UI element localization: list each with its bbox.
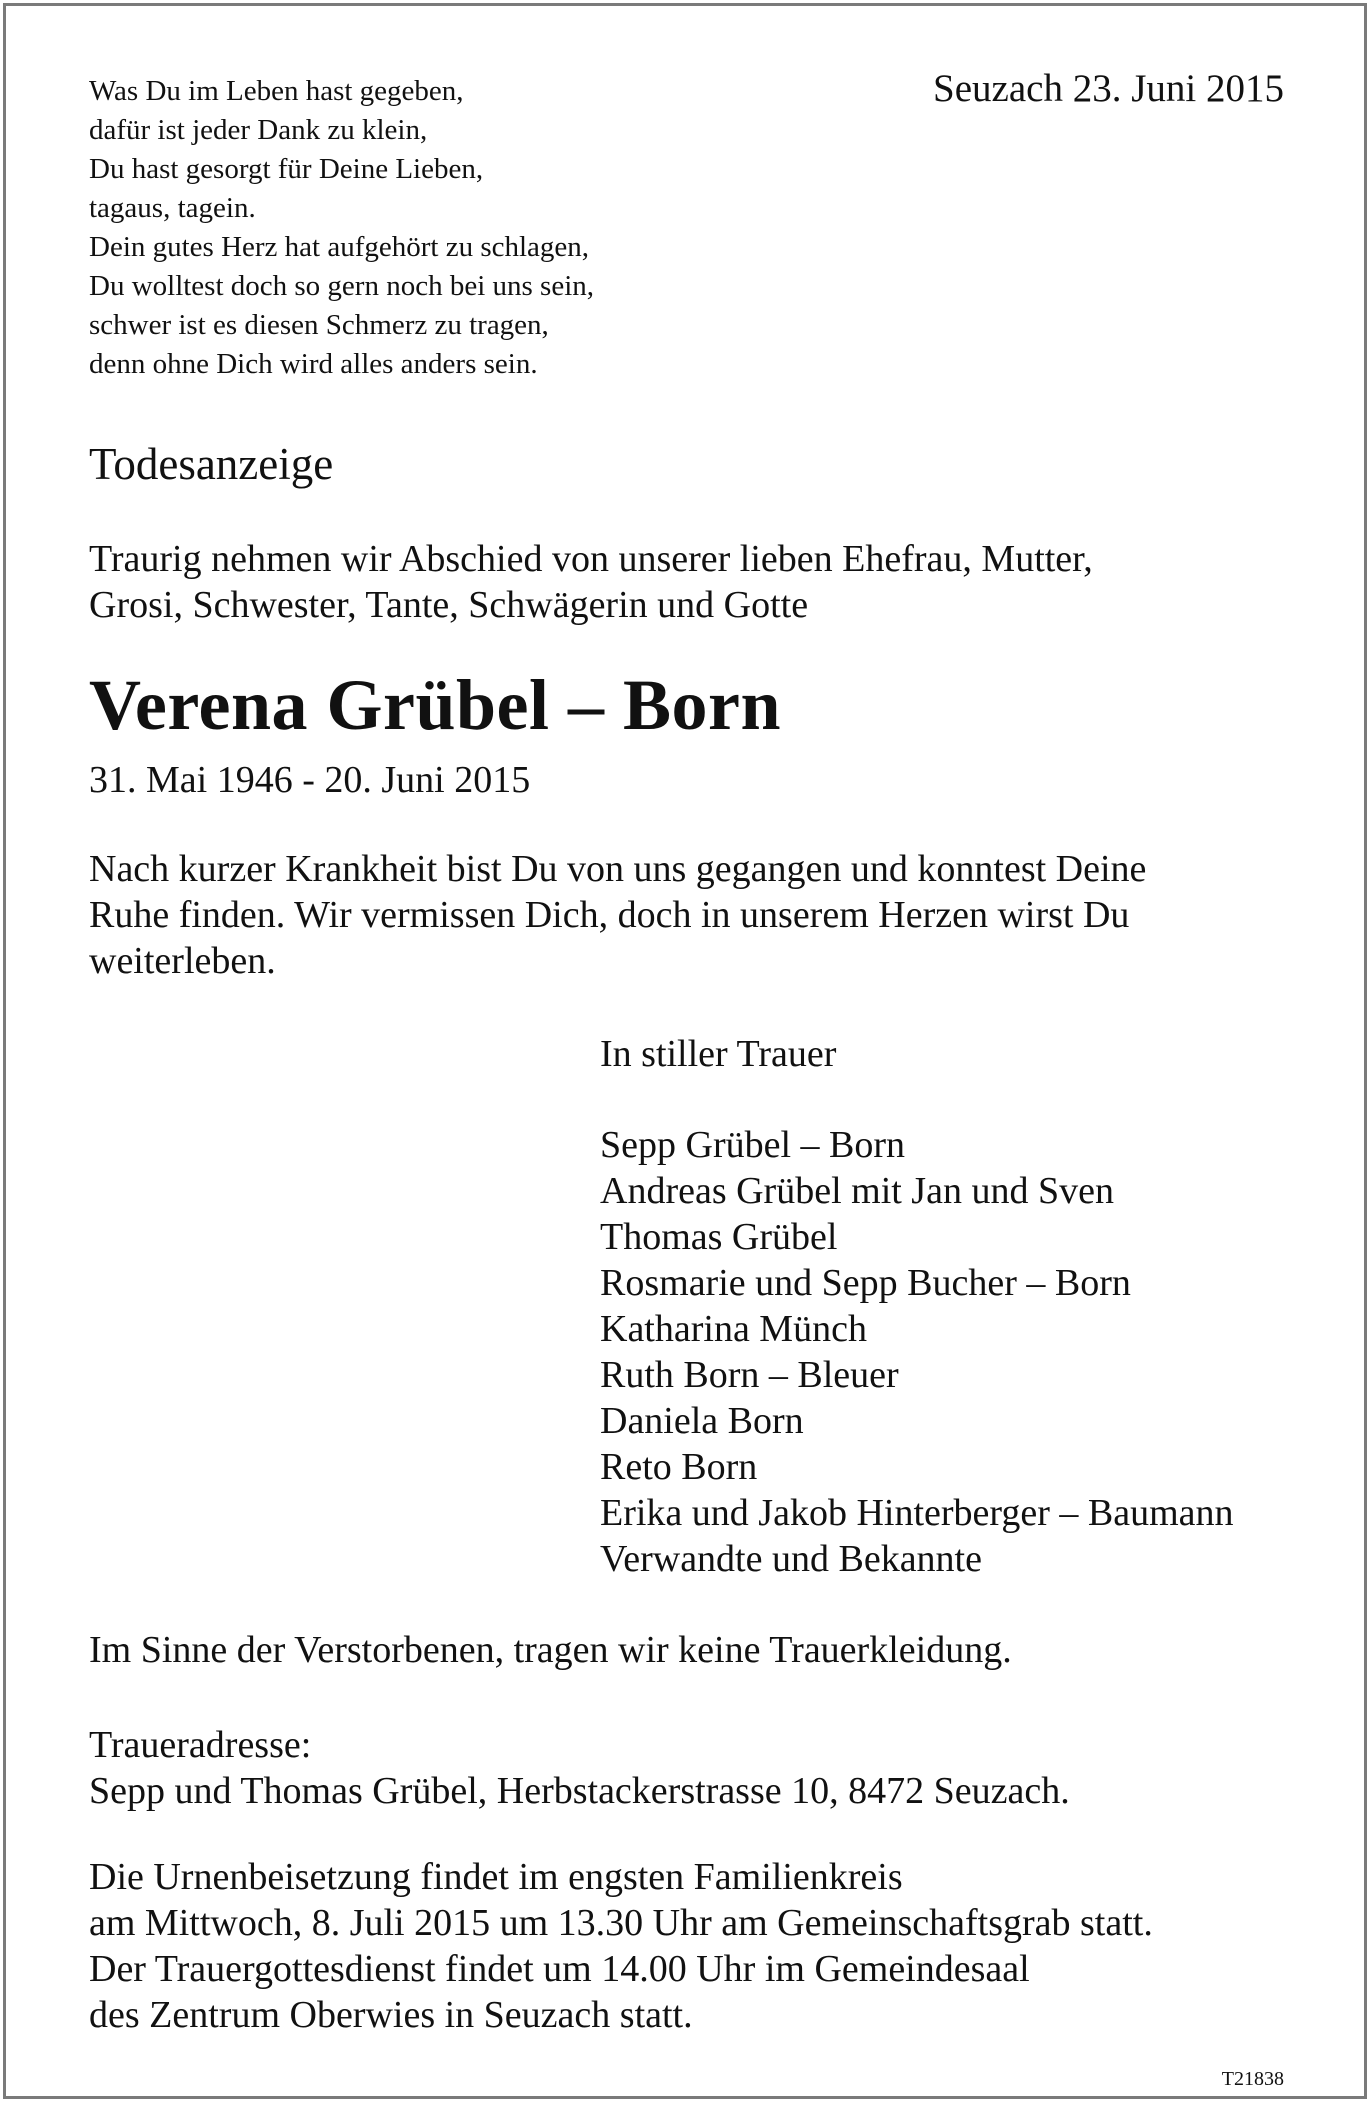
poem-line: Du wolltest doch so gern noch bei uns sein, — [89, 270, 595, 302]
poem-line: Du hast gesorgt für Deine Lieben, — [89, 153, 484, 185]
mourner-name: Verwandte und Bekannte — [600, 1538, 982, 1580]
poem-line: dafür ist jeder Dank zu klein, — [89, 114, 428, 146]
mourner-name: Daniela Born — [600, 1400, 804, 1442]
burial-info — [89, 1854, 1153, 2038]
address-line: Sepp und Thomas Grübel, Herbstackerstrasse 10, 8472 Seuzach. — [89, 1770, 1070, 1812]
mourners-list — [600, 1122, 1234, 1582]
burial-line: Die Urnenbeisetzung findet im engsten Familienkreis — [89, 1856, 903, 1898]
poem-line: schwer ist es diesen Schmerz zu tragen, — [89, 309, 549, 341]
message-line: Ruhe finden. Wir vermissen Dich, doch in unserem Herzen wirst Du — [89, 894, 1130, 936]
mourner-name: Sepp Grübel – Born — [600, 1124, 906, 1166]
intro-line: Grosi, Schwester, Tante, Schwägerin und Gotte — [89, 584, 809, 626]
poem-line: Was Du im Leben hast gegeben, — [89, 75, 464, 107]
mourner-name: Thomas Grübel — [600, 1216, 838, 1258]
mourner-name: Erika und Jakob Hinterberger – Baumann — [600, 1492, 1234, 1534]
mourner-name: Andreas Grübel mit Jan und Sven — [600, 1170, 1114, 1212]
address-label: Traueradresse: — [89, 1724, 312, 1766]
mourning-label: In stiller Trauer — [600, 1033, 837, 1075]
poem-line: denn ohne Dich wird alles anders sein. — [89, 348, 538, 380]
ad-code: T21838 — [1221, 2068, 1284, 2090]
clothing-note: Im Sinne der Verstorbenen, tragen wir keine Trauerkleidung. — [89, 1629, 1012, 1671]
notice-heading: Todesanzeige — [89, 439, 334, 489]
poem-line: Dein gutes Herz hat aufgehört zu schlagen, — [89, 231, 590, 263]
mourner-name: Katharina Münch — [600, 1308, 867, 1350]
obituary-notice — [3, 3, 1367, 2099]
mourner-name: Ruth Born – Bleuer — [600, 1354, 899, 1396]
place-date: Seuzach 23. Juni 2015 — [933, 67, 1284, 110]
burial-line: des Zentrum Oberwies in Seuzach statt. — [89, 1994, 693, 2036]
mourner-name: Rosmarie und Sepp Bucher – Born — [600, 1262, 1131, 1304]
message-line: weiterleben. — [89, 940, 276, 982]
burial-line: Der Trauergottesdienst findet um 14.00 Uhr im Gemeindesaal — [89, 1948, 1030, 1990]
farewell-message — [89, 846, 1146, 984]
mourning-address — [89, 1722, 1070, 1814]
intro-text — [89, 536, 1093, 628]
poem-line: tagaus, tagein. — [89, 192, 256, 224]
poem — [89, 72, 594, 384]
lifespan-dates: 31. Mai 1946 - 20. Juni 2015 — [89, 759, 531, 801]
mourner-name: Reto Born — [600, 1446, 758, 1488]
intro-line: Traurig nehmen wir Abschied von unserer lieben Ehefrau, Mutter, — [89, 538, 1093, 580]
message-line: Nach kurzer Krankheit bist Du von uns gegangen und konntest Deine — [89, 848, 1147, 890]
deceased-name: Verena Grübel – Born — [89, 665, 782, 745]
burial-line: am Mittwoch, 8. Juli 2015 um 13.30 Uhr am Gemeinschaftsgrab statt. — [89, 1902, 1153, 1944]
